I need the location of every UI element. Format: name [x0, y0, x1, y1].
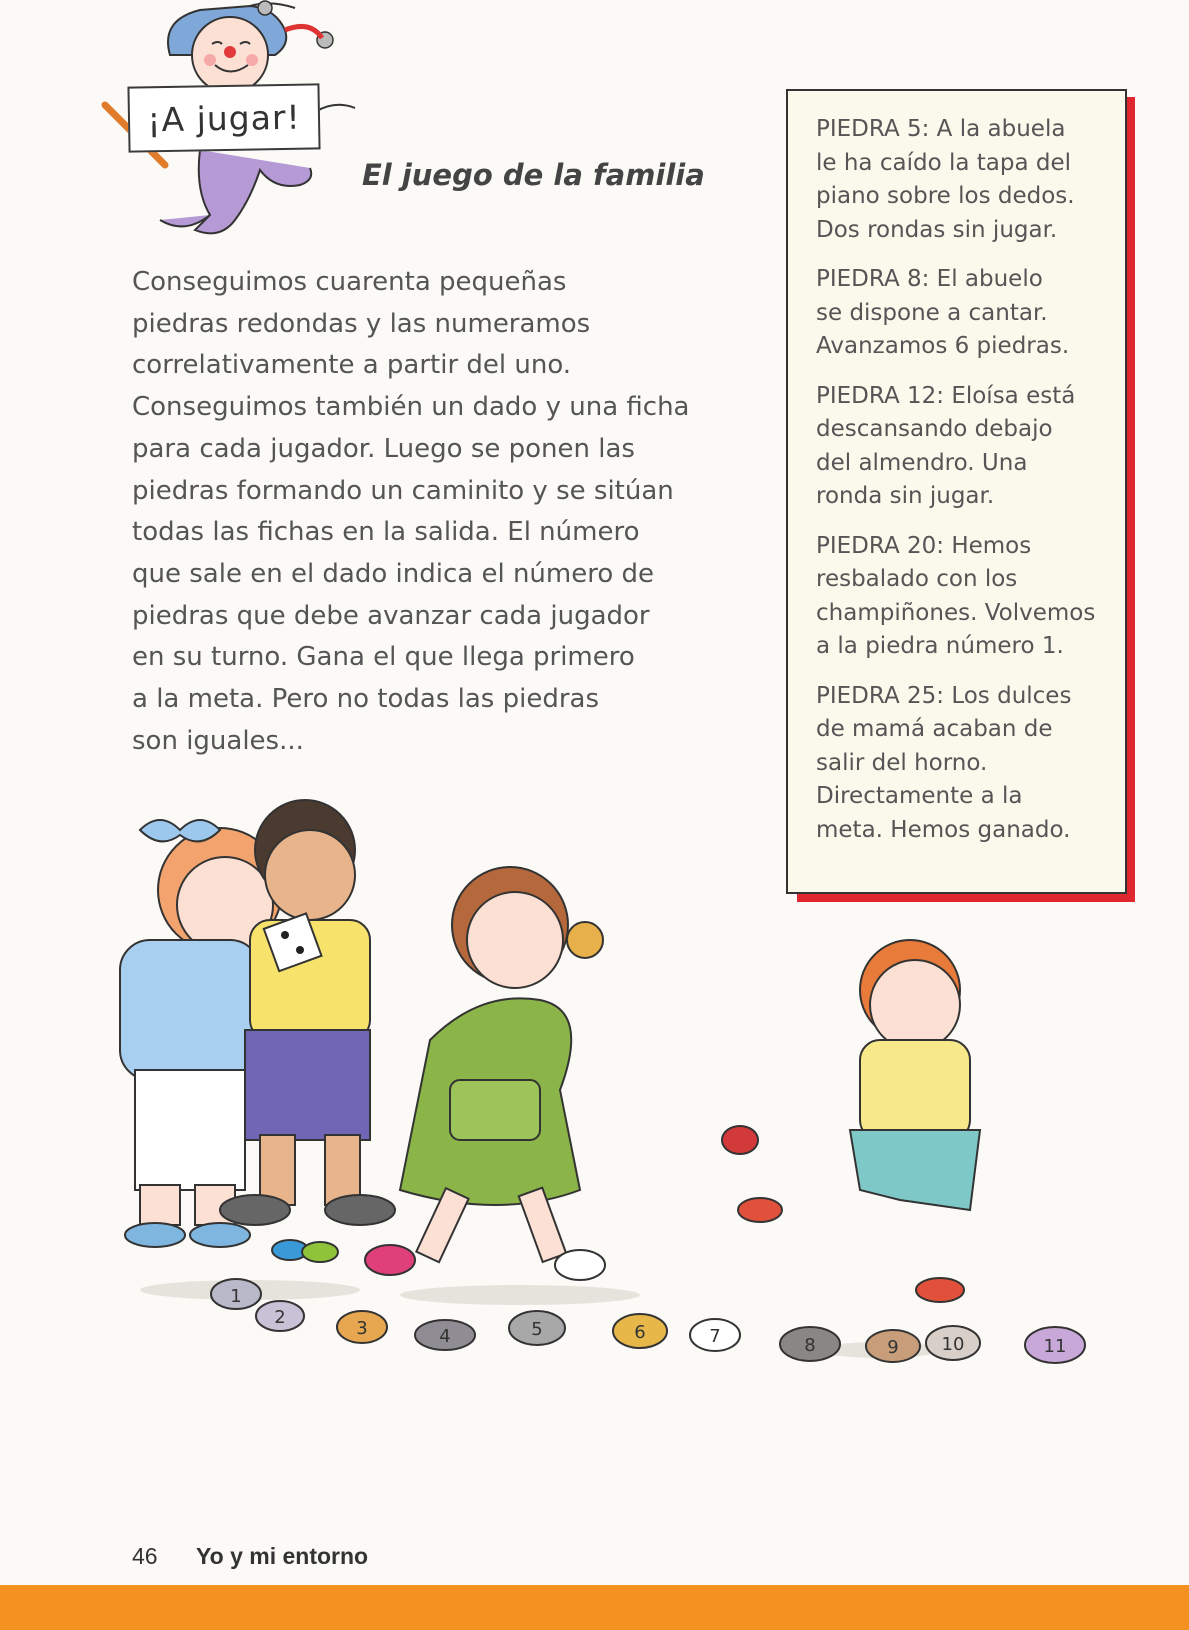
- rule-line: PIEDRA 25: Los dulces: [816, 682, 1072, 709]
- rule-line: de mamá acaban de: [816, 716, 1053, 742]
- stones-path: [211, 1240, 1085, 1363]
- rule-line: meta. Hemos ganado.: [816, 816, 1071, 843]
- children-playing-illustration: [100, 790, 1130, 1440]
- page-number: 46: [132, 1543, 158, 1569]
- stone-number: 3: [356, 1318, 368, 1339]
- stone-number: 10: [941, 1334, 965, 1355]
- section-badge: [127, 83, 320, 152]
- page-subtitle: El juego de la familia: [362, 158, 705, 192]
- intro-line: que sale en el dado indica el número de: [132, 558, 655, 589]
- intro-line: a la meta. Pero no todas las piedras: [132, 684, 599, 715]
- stone-number: 7: [709, 1326, 721, 1347]
- badge-label: ¡A jugar!: [146, 97, 302, 139]
- rules-box: [786, 89, 1127, 894]
- rule-line: PIEDRA 5: A la abuela: [816, 116, 1066, 142]
- rule-stone-12: [816, 380, 1107, 514]
- intro-line: Conseguimos también un dado y una ficha: [132, 392, 690, 423]
- stone-number: 11: [1043, 1336, 1067, 1357]
- rule-line: PIEDRA 20: Hemos: [816, 532, 1032, 559]
- rule-line: PIEDRA 12: Eloísa está: [816, 382, 1076, 409]
- stone-number: 5: [531, 1319, 543, 1340]
- rule-line: Avanzamos 6 piedras.: [816, 333, 1070, 359]
- rule-line: del almendro. Una: [816, 449, 1028, 476]
- footer-band: [0, 1585, 1189, 1630]
- rule-line: piano sobre los dedos.: [816, 183, 1075, 209]
- stone-number: 6: [634, 1322, 646, 1343]
- rule-line: champiñones. Volvemos: [816, 599, 1096, 626]
- rule-stone-5: [816, 113, 1107, 247]
- stone-number: 8: [804, 1335, 816, 1356]
- stone-number: 4: [439, 1326, 451, 1347]
- section-title: Yo y mi entorno: [196, 1543, 369, 1569]
- rule-line: resbalado con los: [816, 566, 1018, 592]
- intro-line: piedras redondas y las numeramos: [132, 308, 591, 339]
- intro-line: son iguales...: [132, 725, 304, 756]
- intro-line: Conseguimos cuarenta pequeñas: [132, 267, 567, 297]
- stone-number: 1: [230, 1286, 242, 1307]
- rule-line: Dos rondas sin jugar.: [816, 216, 1058, 243]
- rule-line: a la piedra número 1.: [816, 633, 1064, 659]
- stone-number: 2: [274, 1307, 286, 1328]
- intro-line: en su turno. Gana el que llega primero: [132, 642, 635, 673]
- rule-line: salir del horno.: [816, 749, 988, 776]
- intro-paragraph: [132, 262, 742, 762]
- rule-line: Directamente a la: [816, 783, 1023, 809]
- rule-line: se dispone a cantar.: [816, 299, 1048, 326]
- rule-line: PIEDRA 8: El abuelo: [816, 266, 1043, 292]
- intro-line: todas las fichas en la salida. El número: [132, 517, 640, 548]
- rule-line: le ha caído la tapa del: [816, 149, 1071, 176]
- intro-line: piedras formando un caminito y se sitúan: [132, 475, 674, 506]
- rule-stone-20: [816, 530, 1107, 664]
- running-boy: [722, 940, 980, 1302]
- rule-stone-8: [816, 263, 1107, 364]
- rule-line: ronda sin jugar.: [816, 483, 995, 509]
- intro-line: para cada jugador. Luego se ponen las: [132, 433, 635, 464]
- intro-line: piedras que debe avanzar cada jugador: [132, 600, 650, 631]
- rule-line: descansando debajo: [816, 416, 1053, 442]
- intro-line: correlativamente a partir del uno.: [132, 350, 572, 381]
- girl-green-dress: [365, 867, 605, 1280]
- stone-number: 9: [887, 1337, 899, 1358]
